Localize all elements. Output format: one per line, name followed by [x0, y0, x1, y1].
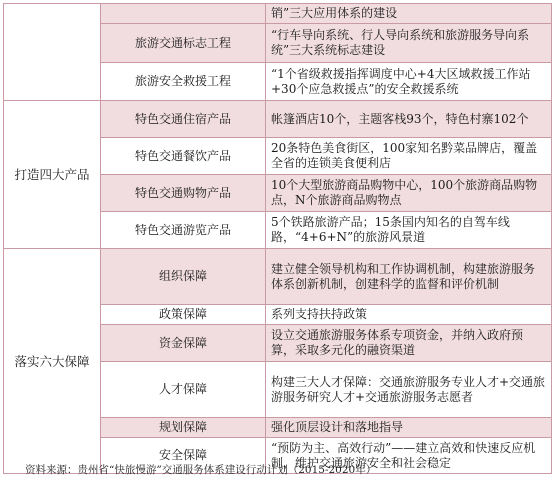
description-cell: 20条特色美食街区，100家知名黔菜品牌店，覆盖全省的连锁美食便利店: [266, 138, 552, 175]
category-cell: 资金保障: [101, 325, 266, 362]
description-cell: “1个省级救援指挥调度中心+4大区域救援工作站+30个应急救援点”的安全救援系统: [266, 63, 552, 101]
group-cell: 打造四大产品: [4, 101, 101, 249]
group-cell: [4, 4, 101, 101]
description-cell: 销”三大应用体系的建设: [266, 4, 552, 24]
category-cell: 安全保障: [101, 438, 266, 474]
description-cell: 强化顶层设计和落地指导: [266, 418, 552, 438]
source-note: 资料来源：贵州省“快旅慢游”交通服务体系建设行动计划（2015-2020年）: [25, 464, 377, 476]
category-cell: [101, 4, 266, 24]
description-cell: 建立健全领导机构和工作协调机制，构建旅游服务体系创新机制，创建科学的监督和评价机制: [266, 249, 552, 305]
table-row: [4, 101, 552, 138]
description-cell: 系列支持扶持政策: [266, 305, 552, 325]
description-cell: 10个大型旅游商品购物中心，100个旅游商品购物点，N个旅游商品购物点: [266, 175, 552, 212]
description-cell: 构建三大人才保障：交通旅游服务专业人才+交通旅游服务研究人才+交通旅游服务志愿者: [266, 362, 552, 418]
category-cell: 组织保障: [101, 249, 266, 305]
description-cell: 5个铁路旅游产品；15条国内知名的自驾车线路，“4+6+N”的旅游风景道: [266, 212, 552, 249]
description-cell: “预防为主、高效行动”——建立高效和快速反应机制，维护交通旅游安全和社会稳定: [266, 438, 552, 474]
group-cell: 落实六大保障: [4, 249, 101, 474]
category-cell: 特色交通购物产品: [101, 175, 266, 212]
table-row: [4, 249, 552, 305]
category-cell: 旅游交通标志工程: [101, 24, 266, 63]
category-cell: 特色交通餐饮产品: [101, 138, 266, 175]
description-cell: 设立交通旅游服务体系专项资金，并纳入政府预算，采取多元化的融资渠道: [266, 325, 552, 362]
description-cell: 帐篷酒店10个，主题客栈93个，特色村寨102个: [266, 101, 552, 138]
category-cell: 特色交通住宿产品: [101, 101, 266, 138]
category-cell: 政策保障: [101, 305, 266, 325]
table-row: [4, 4, 552, 24]
category-cell: 人才保障: [101, 362, 266, 418]
category-cell: 旅游安全救援工程: [101, 63, 266, 101]
description-cell: “行车导向系统、行人导向系统和旅游服务导向系统”三大系统标志建设: [266, 24, 552, 63]
category-cell: 规划保障: [101, 418, 266, 438]
category-cell: 特色交通游览产品: [101, 212, 266, 249]
